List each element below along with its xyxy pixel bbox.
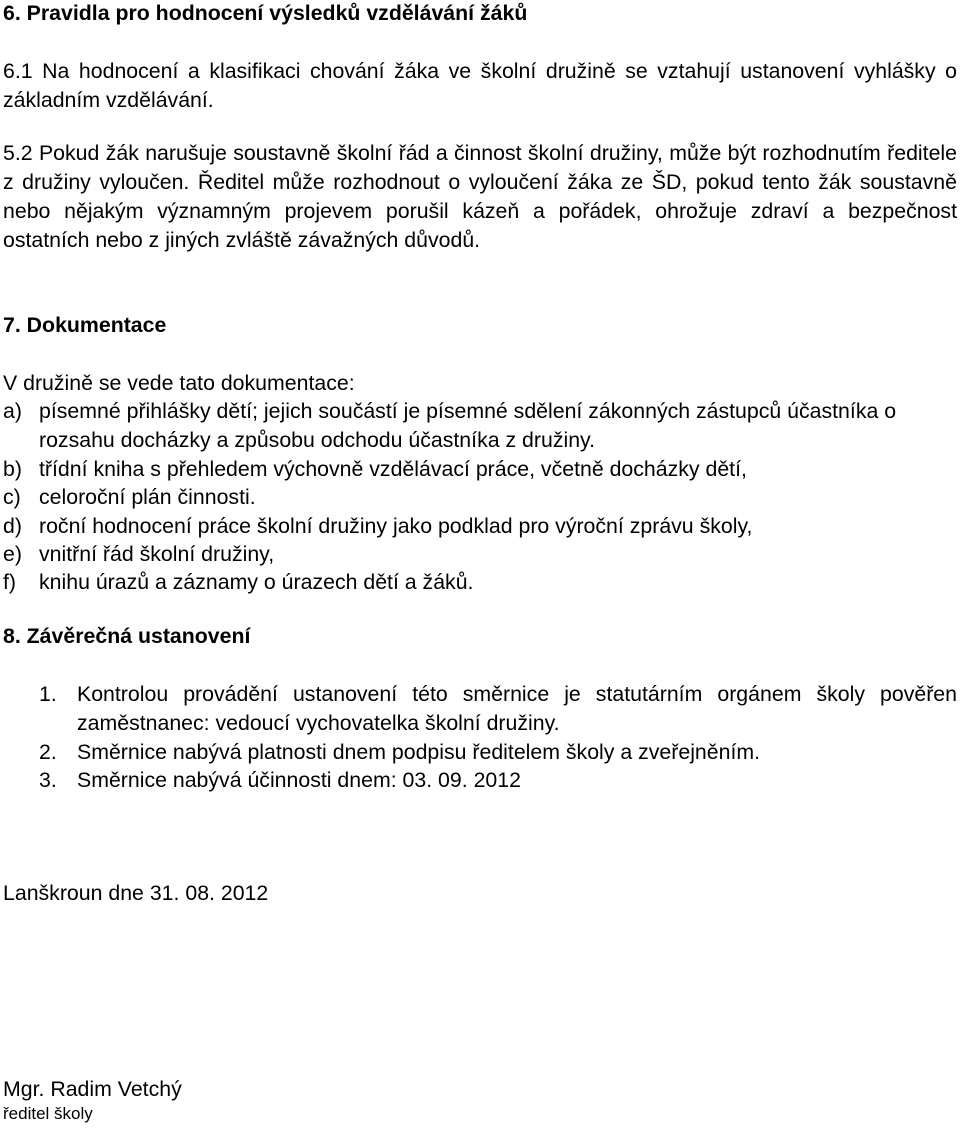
list-marker: 1.	[39, 682, 57, 706]
section-7-heading: 7. Dokumentace	[3, 313, 167, 337]
list-item-b	[3, 455, 957, 484]
list-item-text: vnitřní řád školní družiny,	[39, 542, 275, 566]
list-item-text: Směrnice nabývá platnosti dnem podpisu ředitelem školy a zveřejněním.	[77, 740, 761, 764]
list-item-text: Kontrolou provádění ustanovení této směrnice je statutárním orgánem školy pověřen zaměstnanec: vedoucí vychovatelka školní družiny.	[77, 682, 957, 735]
list-item-text: Směrnice nabývá účinnosti dnem: 03. 09. 2012	[77, 768, 521, 792]
section-6-heading: 6. Pravidla pro hodnocení výsledků vzdělávání žáků	[3, 1, 528, 25]
list-item-text: písemné přihlášky dětí; jejich součástí je písemné sdělení zákonných zástupců účastníka o rozsahu docházky a způsobu odchodu účastníka z družiny.	[39, 399, 897, 452]
list-item-text: třídní kniha s přehledem výchovně vzdělávací práce, včetně docházky dětí,	[39, 457, 747, 481]
paragraph-6-1: 6.1 Na hodnocení a klasifikaci chování žáka ve školní družině se vztahují ustanovení vyhlášky o základním vzdělávání.	[3, 59, 957, 112]
signature-name: Mgr. Radim Vetchý	[3, 1077, 182, 1101]
final-item-2	[3, 738, 957, 767]
list-item-text: knihu úrazů a záznamy o úrazech dětí a žáků.	[39, 570, 474, 594]
list-marker: d)	[3, 514, 22, 538]
final-item-3	[3, 766, 957, 795]
list-item-e	[3, 540, 957, 569]
list-marker: c)	[3, 485, 21, 509]
list-marker: a)	[3, 399, 22, 423]
place-and-date: Lanškroun dne 31. 08. 2012	[3, 881, 269, 905]
list-item-a	[3, 397, 957, 455]
list-marker: e)	[3, 542, 22, 566]
list-item-text: roční hodnocení práce školní družiny jako podklad pro výroční zprávu školy,	[39, 514, 753, 538]
list-item-f	[3, 568, 957, 597]
list-item-d	[3, 512, 957, 541]
final-item-1	[3, 680, 957, 738]
list-marker: 2.	[39, 740, 57, 764]
section-8-heading: 8. Závěrečná ustanovení	[3, 624, 251, 648]
list-item-text: celoroční plán činnosti.	[39, 485, 256, 509]
signature-title: ředitel školy	[3, 1104, 93, 1123]
list-marker: 3.	[39, 768, 57, 792]
list-item-c	[3, 483, 957, 512]
paragraph-5-2: 5.2 Pokud žák narušuje soustavně školní řád a činnost školní družiny, může být rozhodnutím ředitele z družiny vyloučen. Ředitel může rozhodnout o vyloučení žáka ze ŠD, pokud tento žák soustavně nebo nějakým významným projevem porušil kázeň a pořádek, ohrožuje zdraví a bezpečnost ostatních nebo z jiných zvláště závažných důvodů.	[3, 141, 957, 252]
list-marker: f)	[3, 570, 17, 594]
list-marker: b)	[3, 457, 22, 481]
documentation-intro: V družině se vede tato dokumentace:	[3, 371, 355, 395]
